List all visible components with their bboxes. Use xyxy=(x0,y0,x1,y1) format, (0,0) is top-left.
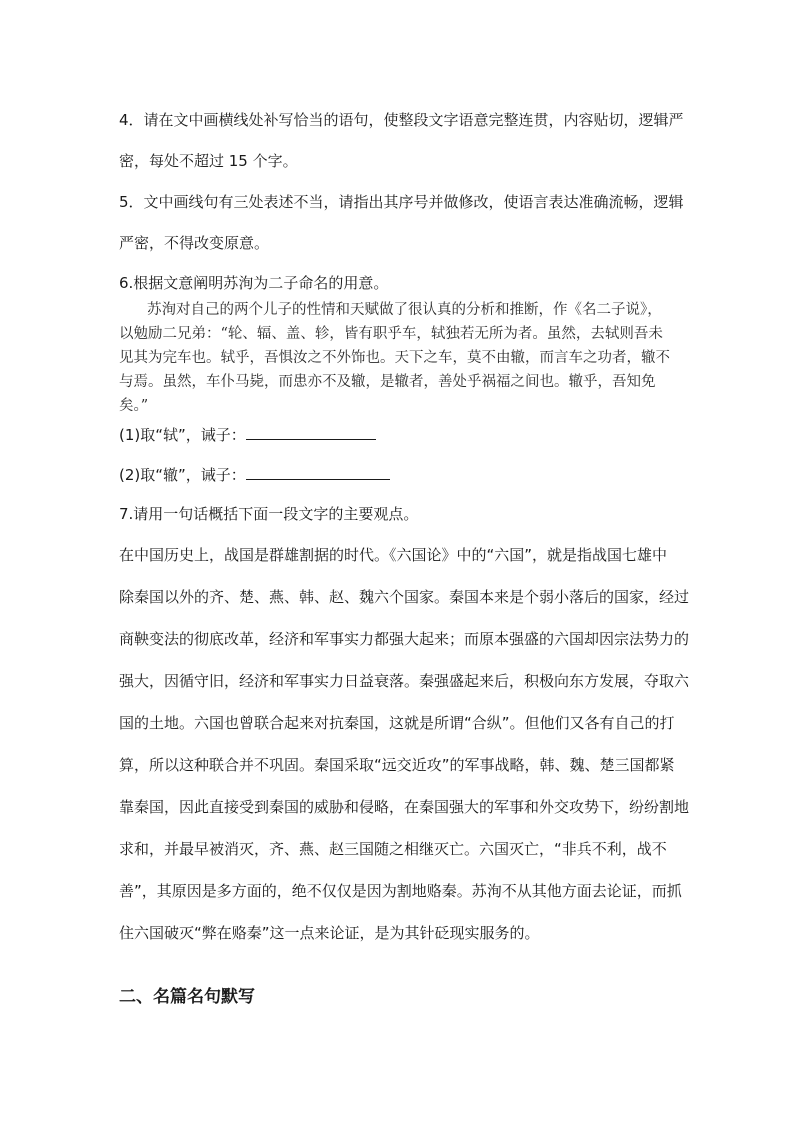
q7-text-line: 商鞅变法的彻底改革，经济和军事实力都强大起来；而原本强盛的六国却因宗法势力的 xyxy=(119,630,690,648)
q5-line-1: 5．文中画线句有三处表述不当，请指出其序号并做修改，使语言表达准确流畅，逻辑 xyxy=(119,193,684,211)
q6-passage-line: 见其为完车也。轼乎，吾惧汝之不外饰也。天下之车，莫不由辙，而言车之功者，辙不 xyxy=(119,350,670,366)
q6-passage-line: 苏洵对自己的两个儿子的性情和天赋做了很认真的分析和推断，作《名二子说》， xyxy=(147,302,662,318)
q4-line-1: 4．请在文中画横线处补写恰当的语句，使整段文字语意完整连贯，内容贴切，逻辑严 xyxy=(119,111,684,129)
q7-text-line: 在中国历史上，战国是群雄割据的时代。《六国论》中的“六国”，就是指战国七雄中 xyxy=(119,546,668,564)
q5-line-2: 严密，不得改变原意。 xyxy=(119,234,270,252)
q7-text-line: 算，所以这种联合并不巩固。秦国采取“远交近攻”的军事战略，韩、魏、楚三国都紧 xyxy=(119,756,675,774)
q6-item-1-label: (1)取“轼”，诫子： xyxy=(119,426,246,444)
q6-item-1 xyxy=(119,423,376,445)
q6-passage-line: 与焉。虽然，车仆马毙，而患亦不及辙，是辙者，善处乎祸福之间也。辙乎，吾知免 xyxy=(119,374,656,390)
q6-passage xyxy=(119,300,679,414)
q7-prompt: 7.请用一句话概括下面一段文字的主要观点。 xyxy=(119,505,419,523)
q6-passage-line: 矣。” xyxy=(119,398,149,414)
q6-passage-line: 以勉励二兄弟：“轮、辐、盖、轸，皆有职乎车，轼独若无所为者。虽然，去轼则吾未 xyxy=(119,326,663,342)
q6-prompt: 6.根据文意阐明苏洵为二子命名的用意。 xyxy=(119,274,389,292)
section-2-heading: 二、名篇名句默写 xyxy=(119,987,255,1007)
q6-item-2-label: (2)取“辙”，诫子： xyxy=(119,466,246,484)
q7-text-line: 住六国破灭“弊在赂秦”这一点来论证，是为其针砭现实服务的。 xyxy=(119,924,540,942)
q7-text-line: 求和，并最早被消灭，齐、燕、赵三国随之相继灭亡。六国灭亡，“非兵不利，战不 xyxy=(119,840,667,858)
q7-text-line: 除秦国以外的齐、楚、燕、韩、赵、魏六个国家。秦国本来是个弱小落后的国家，经过 xyxy=(119,588,690,606)
q7-text-line: 国的土地。六国也曾联合起来对抗秦国，这就是所谓“合纵”。但他们又各有自己的打 xyxy=(119,714,675,732)
q7-text-line: 强大，因循守旧，经济和军事实力日益衰落。秦强盛起来后，积极向东方发展，夺取六 xyxy=(119,672,690,690)
q6-item-2 xyxy=(119,463,390,485)
q7-text-line: 靠秦国，因此直接受到秦国的威胁和侵略，在秦国强大的军事和外交攻势下，纷纷割地 xyxy=(119,798,690,816)
q4-line-2: 密，每处不超过 15 个字。 xyxy=(119,152,298,170)
q6-item-2-blank[interactable] xyxy=(246,463,390,480)
q7-text-line: 善”，其原因是多方面的，绝不仅仅是因为割地赂秦。苏洵不从其他方面去论证，而抓 xyxy=(119,882,682,900)
q6-item-1-blank[interactable] xyxy=(246,423,376,440)
